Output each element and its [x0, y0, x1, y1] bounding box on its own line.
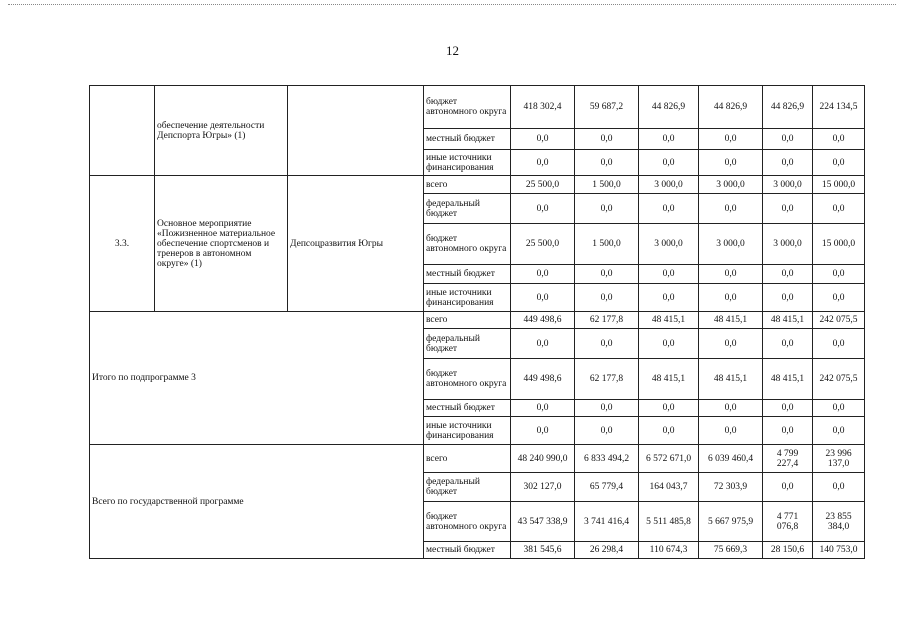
value-col-2: 44 826,9: [639, 86, 699, 129]
table-row: [90, 86, 865, 129]
value-total: 0,0: [511, 194, 575, 224]
value-col-5: 140 753,0: [813, 542, 865, 559]
funding-source: всего: [424, 312, 511, 329]
value-col-5: 15 000,0: [813, 224, 865, 265]
value-col-4: 0,0: [763, 194, 813, 224]
value-col-3: 0,0: [699, 194, 763, 224]
value-col-3: 72 303,9: [699, 473, 763, 502]
value-col-2: 0,0: [639, 329, 699, 359]
table-row: [90, 445, 865, 473]
value-col-4: 44 826,9: [763, 86, 813, 129]
value-col-4: 0,0: [763, 329, 813, 359]
value-col-4: 28 150,6: [763, 542, 813, 559]
value-col-5: 23 855 384,0: [813, 502, 865, 542]
value-col-3: 3 000,0: [699, 176, 763, 194]
value-col-5: 0,0: [813, 400, 865, 417]
subtotal-label: Итого по подпрограмме 3: [90, 312, 424, 445]
value-total: 302 127,0: [511, 473, 575, 502]
value-col-4: 48 415,1: [763, 359, 813, 400]
value-col-4: 0,0: [763, 129, 813, 150]
value-col-2: 3 000,0: [639, 224, 699, 265]
value-col-1: 62 177,8: [575, 312, 639, 329]
value-total: 0,0: [511, 400, 575, 417]
value-col-5: 242 075,5: [813, 312, 865, 329]
value-col-4: 0,0: [763, 473, 813, 502]
value-col-1: 1 500,0: [575, 176, 639, 194]
value-total: 43 547 338,9: [511, 502, 575, 542]
value-col-2: 6 572 671,0: [639, 445, 699, 473]
executor-cell: [288, 86, 424, 176]
funding-source: федеральный бюджет: [424, 473, 511, 502]
value-col-5: 0,0: [813, 417, 865, 445]
value-col-1: 0,0: [575, 400, 639, 417]
activity-name: Основное мероприятие «Пожизненное материальное обеспечение спортсменов и тренеров в автономном округе» (1): [155, 176, 288, 312]
value-col-1: 0,0: [575, 150, 639, 176]
value-total: 25 500,0: [511, 224, 575, 265]
index-cell: 3.3.: [90, 176, 155, 312]
value-col-3: 0,0: [699, 265, 763, 284]
value-total: 0,0: [511, 129, 575, 150]
value-col-4: 0,0: [763, 400, 813, 417]
value-total: 0,0: [511, 284, 575, 312]
value-col-5: 15 000,0: [813, 176, 865, 194]
funding-source: местный бюджет: [424, 265, 511, 284]
funding-source: бюджет автономного округа: [424, 224, 511, 265]
activity-name: обеспечение деятельности Депспорта Югры» (1): [155, 86, 288, 176]
value-col-3: 0,0: [699, 329, 763, 359]
index-cell: [90, 86, 155, 176]
value-total: 0,0: [511, 265, 575, 284]
value-col-2: 110 674,3: [639, 542, 699, 559]
value-col-4: 3 000,0: [763, 224, 813, 265]
value-col-1: 6 833 494,2: [575, 445, 639, 473]
value-total: 0,0: [511, 150, 575, 176]
value-col-2: 48 415,1: [639, 312, 699, 329]
value-total: 449 498,6: [511, 312, 575, 329]
grand-total-label: Всего по государственной программе: [90, 445, 424, 559]
value-col-4: 0,0: [763, 265, 813, 284]
table-row: [90, 312, 865, 329]
value-col-4: 48 415,1: [763, 312, 813, 329]
top-edge-line: [8, 4, 896, 5]
value-total: 418 302,4: [511, 86, 575, 129]
funding-source: иные источники финансирования: [424, 284, 511, 312]
value-col-5: 0,0: [813, 329, 865, 359]
value-col-3: 48 415,1: [699, 312, 763, 329]
funding-source: бюджет автономного округа: [424, 359, 511, 400]
value-col-1: 0,0: [575, 129, 639, 150]
value-col-5: 0,0: [813, 473, 865, 502]
value-col-5: 0,0: [813, 265, 865, 284]
value-col-2: 0,0: [639, 129, 699, 150]
funding-source: бюджет автономного округа: [424, 86, 511, 129]
value-col-3: 3 000,0: [699, 224, 763, 265]
value-col-2: 0,0: [639, 284, 699, 312]
value-col-4: 4 799 227,4: [763, 445, 813, 473]
budget-table: [89, 85, 865, 559]
value-col-3: 0,0: [699, 284, 763, 312]
value-col-5: 242 075,5: [813, 359, 865, 400]
value-col-4: 0,0: [763, 150, 813, 176]
value-total: 381 545,6: [511, 542, 575, 559]
funding-source: местный бюджет: [424, 542, 511, 559]
value-col-1: 59 687,2: [575, 86, 639, 129]
value-col-3: 0,0: [699, 400, 763, 417]
value-total: 25 500,0: [511, 176, 575, 194]
funding-source: местный бюджет: [424, 400, 511, 417]
value-col-5: 23 996 137,0: [813, 445, 865, 473]
value-col-5: 224 134,5: [813, 86, 865, 129]
value-col-5: 0,0: [813, 194, 865, 224]
value-col-1: 0,0: [575, 329, 639, 359]
value-col-1: 0,0: [575, 284, 639, 312]
funding-source: бюджет автономного округа: [424, 502, 511, 542]
value-col-4: 3 000,0: [763, 176, 813, 194]
funding-source: федеральный бюджет: [424, 194, 511, 224]
value-total: 0,0: [511, 329, 575, 359]
page-number: 12: [446, 43, 459, 58]
value-col-5: 0,0: [813, 284, 865, 312]
value-col-5: 0,0: [813, 150, 865, 176]
executor-cell: Депсоцразвития Югры: [288, 176, 424, 312]
funding-source: иные источники финансирования: [424, 417, 511, 445]
value-col-2: 0,0: [639, 150, 699, 176]
value-col-4: 0,0: [763, 417, 813, 445]
value-col-4: 0,0: [763, 284, 813, 312]
value-col-2: 164 043,7: [639, 473, 699, 502]
value-col-3: 0,0: [699, 150, 763, 176]
value-col-3: 6 039 460,4: [699, 445, 763, 473]
value-col-1: 62 177,8: [575, 359, 639, 400]
value-col-3: 48 415,1: [699, 359, 763, 400]
funding-source: местный бюджет: [424, 129, 511, 150]
value-col-2: 0,0: [639, 400, 699, 417]
value-col-1: 65 779,4: [575, 473, 639, 502]
funding-source: федеральный бюджет: [424, 329, 511, 359]
value-col-2: 0,0: [639, 194, 699, 224]
funding-source: всего: [424, 445, 511, 473]
value-col-2: 3 000,0: [639, 176, 699, 194]
value-col-4: 4 771 076,8: [763, 502, 813, 542]
value-total: 48 240 990,0: [511, 445, 575, 473]
value-col-2: 0,0: [639, 265, 699, 284]
value-col-3: 44 826,9: [699, 86, 763, 129]
value-col-2: 0,0: [639, 417, 699, 445]
funding-source: иные источники финансирования: [424, 150, 511, 176]
value-col-3: 75 669,3: [699, 542, 763, 559]
value-col-1: 3 741 416,4: [575, 502, 639, 542]
value-col-2: 5 511 485,8: [639, 502, 699, 542]
value-col-3: 5 667 975,9: [699, 502, 763, 542]
value-col-5: 0,0: [813, 129, 865, 150]
value-col-3: 0,0: [699, 417, 763, 445]
value-col-2: 48 415,1: [639, 359, 699, 400]
value-col-1: 0,0: [575, 265, 639, 284]
value-total: 449 498,6: [511, 359, 575, 400]
value-col-3: 0,0: [699, 129, 763, 150]
value-col-1: 1 500,0: [575, 224, 639, 265]
value-col-1: 26 298,4: [575, 542, 639, 559]
value-col-1: 0,0: [575, 417, 639, 445]
table-row: [90, 176, 865, 194]
funding-source: всего: [424, 176, 511, 194]
value-col-1: 0,0: [575, 194, 639, 224]
value-total: 0,0: [511, 417, 575, 445]
